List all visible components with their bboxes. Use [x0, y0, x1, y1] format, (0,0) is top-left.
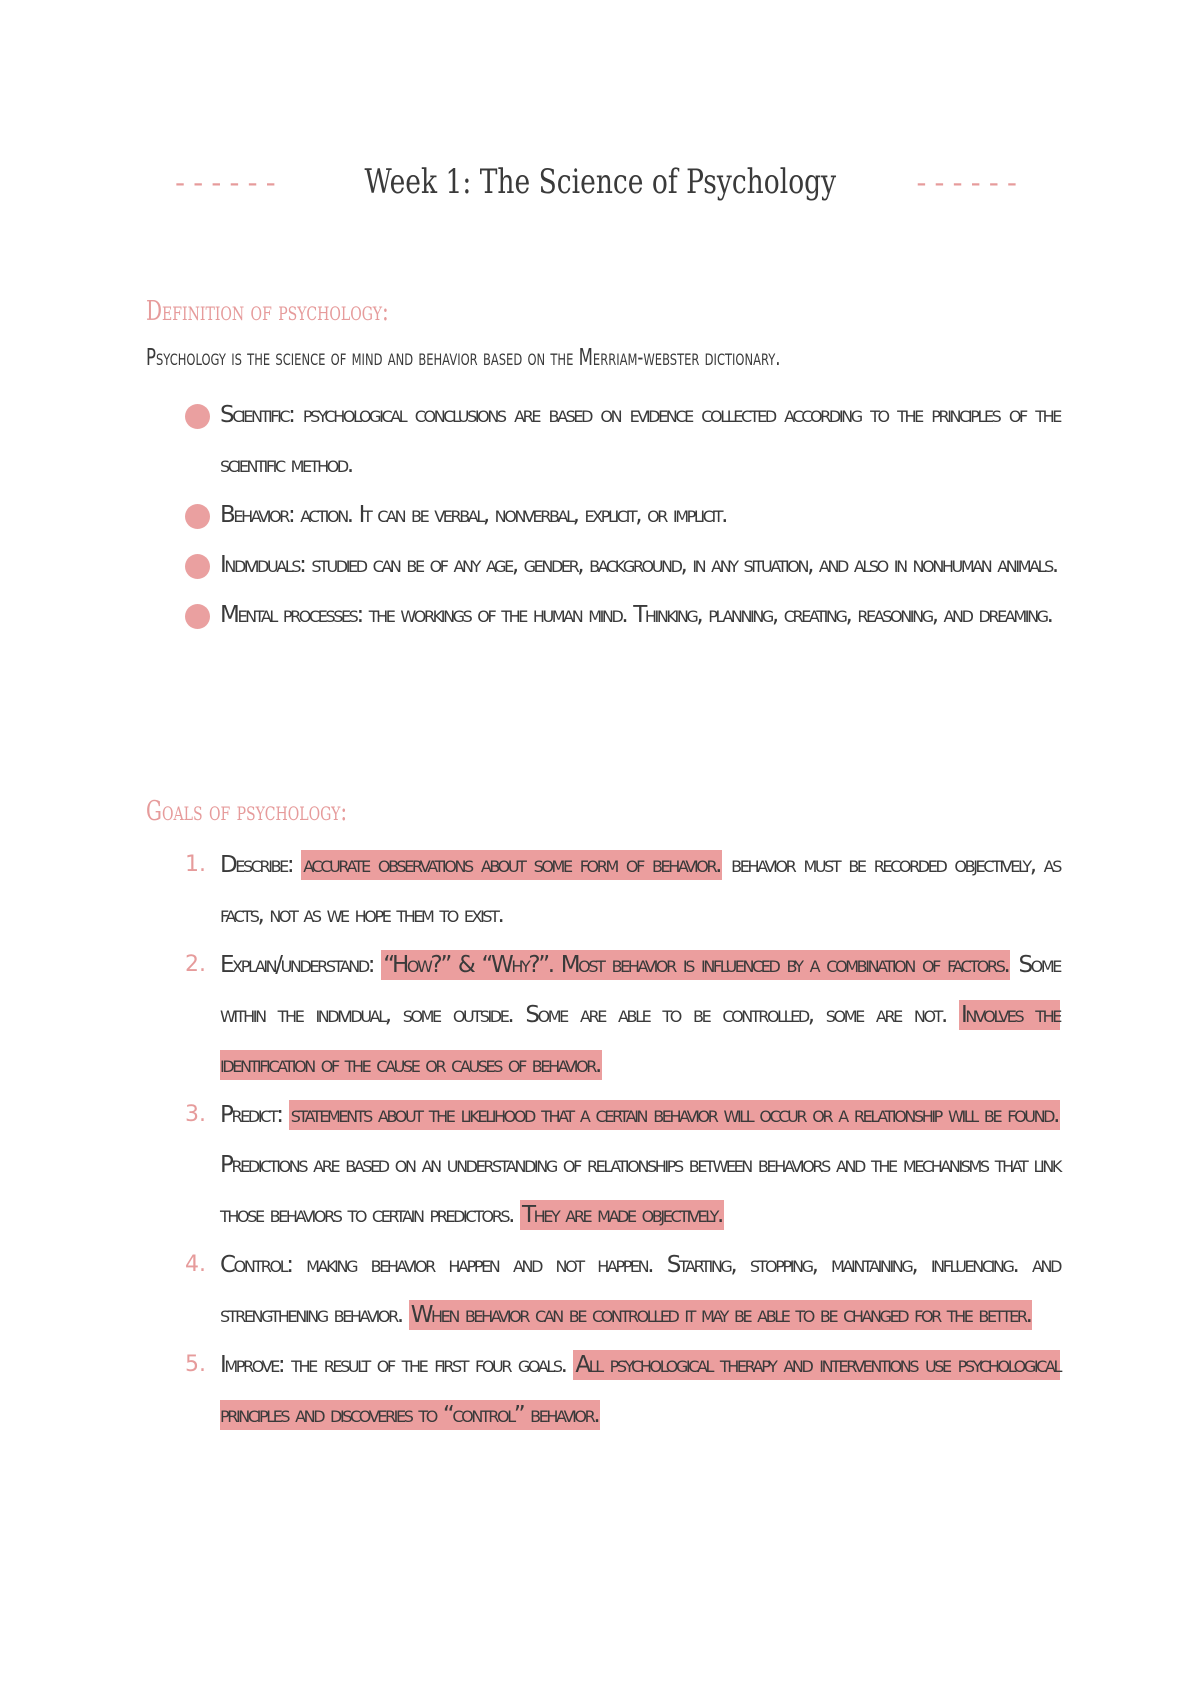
list-item-text: Mental processes: the workings of the human mind. Thinking, planning, creating, reasoning, and dreaming.: [220, 602, 1052, 628]
list-item-text: [220, 1340, 1060, 1440]
list-item: [185, 490, 1060, 540]
highlight: “How?” & “Why?”. Most behavior is influenced by a combination of factors.: [383, 952, 1009, 978]
list-item-text: Scientific: psychological conclusions are based on evidence collected according to the principles of the scientific method.: [220, 402, 1060, 478]
list-item-text: [220, 1090, 1060, 1240]
list-item: [185, 590, 1060, 640]
list-item: [185, 1240, 1060, 1340]
goal-label: Describe:: [220, 852, 293, 878]
highlight: accurate observations about some form of behavior.: [303, 852, 721, 878]
list-item: [185, 390, 1060, 490]
goal-label: Improve: the result of the first four goals.: [220, 1352, 566, 1378]
goal-label: Control: making behavior happen and not happen. Starting, stopping, maintaining, influencing. and strengthening behavior.: [220, 1252, 1060, 1328]
goal-text: Predictions are based on an understanding of relationships between behaviors and the mechanisms that link those behaviors to certain predictors.: [220, 1152, 1060, 1228]
list-item: [185, 540, 1060, 590]
list-number: 5.: [185, 1352, 206, 1377]
page-title: Week 1: The Science of Psychology: [364, 162, 836, 202]
title-row: [0, 152, 1200, 212]
highlight: statements about the likelihood that a certain behavior will occur or a relationship will be found.: [290, 1102, 1058, 1128]
list-item: [185, 840, 1060, 940]
bullet-dot-icon: [185, 404, 210, 429]
list-item-text: [220, 1240, 1060, 1340]
list-item: [185, 1090, 1060, 1240]
definition-heading: Definition of psychology:: [146, 296, 389, 327]
bullet-dot-icon: [185, 554, 210, 579]
goal-label: Explain/understand:: [220, 952, 374, 978]
title-dashes-left: ------: [175, 165, 284, 199]
list-item-text: Individuals: studied can be of any age, gender, background, in any situation, and also in nonhuman animals.: [220, 552, 1057, 578]
list-number: 3.: [185, 1102, 206, 1127]
list-item: [185, 1340, 1060, 1440]
highlight: All psychological therapy and interventions use psychological principles and discoveries to “control” behavior.: [220, 1352, 1060, 1428]
definition-list: [185, 390, 1060, 640]
list-item-text: [220, 940, 1060, 1090]
goals-heading: Goals of psychology:: [146, 796, 348, 827]
list-number: 4.: [185, 1252, 206, 1277]
goals-list: [185, 840, 1060, 1440]
highlight: Involves the identification of the cause or causes of behavior.: [220, 1002, 1060, 1078]
bullet-dot-icon: [185, 504, 210, 529]
title-dashes-right: ------: [916, 165, 1025, 199]
list-number: 2.: [185, 952, 206, 977]
bullet-dot-icon: [185, 604, 210, 629]
goal-text: behavior must be recorded objectively, as facts, not as we hope them to exist.: [220, 852, 1060, 928]
highlight: When behavior can be controlled it may be able to be changed for the better.: [410, 1302, 1031, 1328]
goal-label: Predict:: [220, 1102, 282, 1128]
goal-text: Some within the individual, some outside. Some are able to be controlled, some are not.: [220, 952, 1060, 1028]
highlight: They are made objectively.: [522, 1202, 722, 1228]
list-number: 1.: [185, 852, 206, 877]
list-item-text: [220, 840, 1060, 940]
list-item: [185, 940, 1060, 1090]
definition-intro: Psychology is the science of mind and behavior based on the Merriam-webster dictionary.: [146, 345, 781, 371]
list-item-text: Behavior: action. It can be verbal, nonverbal, explicit, or implicit.: [220, 502, 727, 528]
